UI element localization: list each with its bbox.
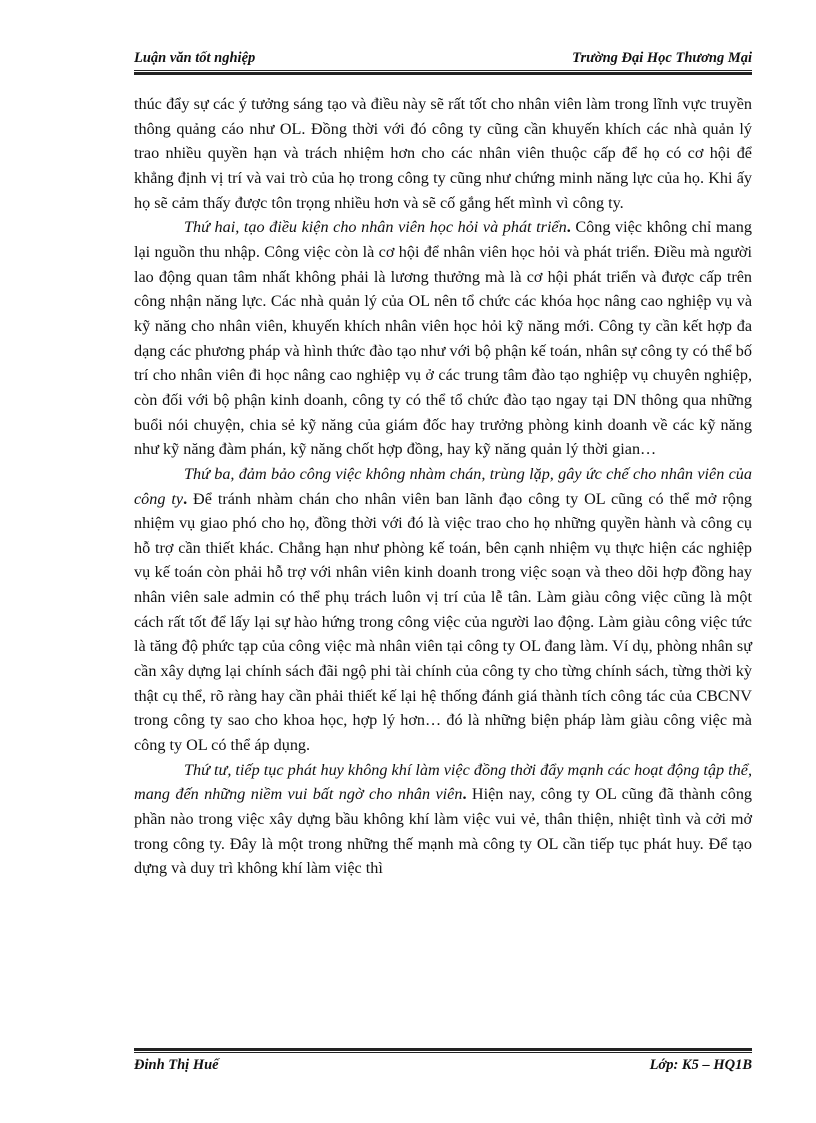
page-footer [134,1057,752,1077]
header-university-name: Trường Đại Học Thương Mại [572,50,752,66]
paragraph-lead: Thứ ba, đảm bảo công việc không nhàm chán, trùng lặp, gây ức chế cho nhân viên của công ty [134,464,752,508]
paragraph-text: Để tránh nhàm chán cho nhân viên ban lãnh đạo công ty OL cũng có thể mở rộng nhiệm vụ giao phó cho họ, đồng thời với đó là việc trao cho họ những quyền hành và công cụ hỗ trợ cần thiết khác. Chẳng hạn như phòng kế toán, bên cạnh nhiệm vụ thực hiện các nghiệp vụ kế toán còn phải hỗ trợ với nhân viên kinh doanh trong việc soạn và theo dõi hợp đồng hay nhân viên sale admin có thể phụ trách luôn vị trí của lễ tân. Làm giàu công việc cũng là một cách rất tốt để lấy lại sự hào hứng trong công việc của người lao động. Làm giàu công việc tức là tăng độ phức tạp của công việc mà nhân viên tại công ty OL đang làm. Ví dụ, phòng nhân sự cần xây dựng lại chính sách đãi ngộ phi tài chính của công ty cho từng chính sách, từng thời kỳ thật cụ thể, rõ ràng hay cần phải thiết kế lại hệ thống đánh giá thành tích công tác của CBCNV trong công ty sao cho khoa học, hợp lý hơn… đó là những biện pháp làm giàu công việc mà công ty OL có thể áp dụng. [134,489,753,755]
lead-period: . [566,218,571,237]
paragraph-continuation [134,92,752,215]
header-divider [134,70,752,75]
footer-author-name: Đinh Thị Huế [134,1057,219,1073]
footer-divider [134,1048,752,1053]
paragraph-text: thúc đẩy sự các ý tưởng sáng tạo và điều này sẽ rất tốt cho nhân viên làm trong lĩnh vực truyền thông quảng cáo như OL. Đồng thời với đó công ty cũng cần khuyến khích các nhà quản lý trao nhiều quyền hạn và trách nhiệm hơn cho các nhân viên thuộc cấp để họ có cơ hội để khẳng định vị trí và vai trò của họ trong công ty cũng như chứng minh năng lực của họ. Khi ấy họ sẽ cảm thấy được tôn trọng nhiều hơn và sẽ cố gắng hết mình vì công ty. [134,95,752,212]
paragraph-text: Hiện nay, công ty OL cũng đã thành công phần nào trong việc xây dựng bầu không khí làm việc vui vẻ, thân thiện, nhiệt tình và cởi mở trong công ty. Đây là một trong những thế mạnh mà công ty OL cần tiếp tục phát huy. Để tạo dựng và duy trì không khí làm việc thì [134,785,753,878]
paragraph-second-point [134,215,752,462]
lead-period: . [462,785,467,804]
paragraph-fourth-point [134,758,752,881]
paragraph-third-point [134,462,752,758]
paragraph-text: Công việc không chỉ mang lại nguồn thu nhập. Công việc còn là cơ hội để nhân viên học hỏi và phát triển. Điều mà người lao động quan tâm nhất không phải là lương thưởng mà là cơ hội phát triển và được cấp trên công nhận năng lực. Các nhà quản lý của OL nên tổ chức các khóa học nâng cao nghiệp vụ và kỹ năng cho nhân viên, khuyến khích nhân viên học hỏi kỹ năng mới. Công ty cần kết hợp đa dạng các phương pháp và hình thức đào tạo như với bộ phận kế toán, nhân sự công ty có thể bố trí cho nhân viên đi học nâng cao nghiệp vụ ở các trung tâm đào tạo nghiệp vụ chuyên nghiệp, còn đối với bộ phận kinh doanh, công ty có thể tổ chức đào tạo ngay tại DN thông qua những buổi nói chuyện, chia sẻ kỹ năng của giám đốc hay trưởng phòng kinh doanh về các kỹ năng như kỹ năng đàm phán, kỹ năng chốt hợp đồng, hay kỹ năng quản lý thời gian… [134,218,752,459]
footer-class-label: Lớp: K5 – HQ1B [649,1057,752,1073]
page-body [134,92,752,881]
page-header [134,50,752,70]
paragraph-lead: Thứ hai, tạo điều kiện cho nhân viên học hỏi và phát triển [184,218,567,237]
paragraph-lead: Thứ tư, tiếp tục phát huy không khí làm việc đồng thời đẩy mạnh các hoạt động tập thể, mang đến những niềm vui bất ngờ cho nhân viên [134,760,752,804]
lead-period: . [183,489,188,508]
header-thesis-label: Luận văn tốt nghiệp [134,50,256,66]
